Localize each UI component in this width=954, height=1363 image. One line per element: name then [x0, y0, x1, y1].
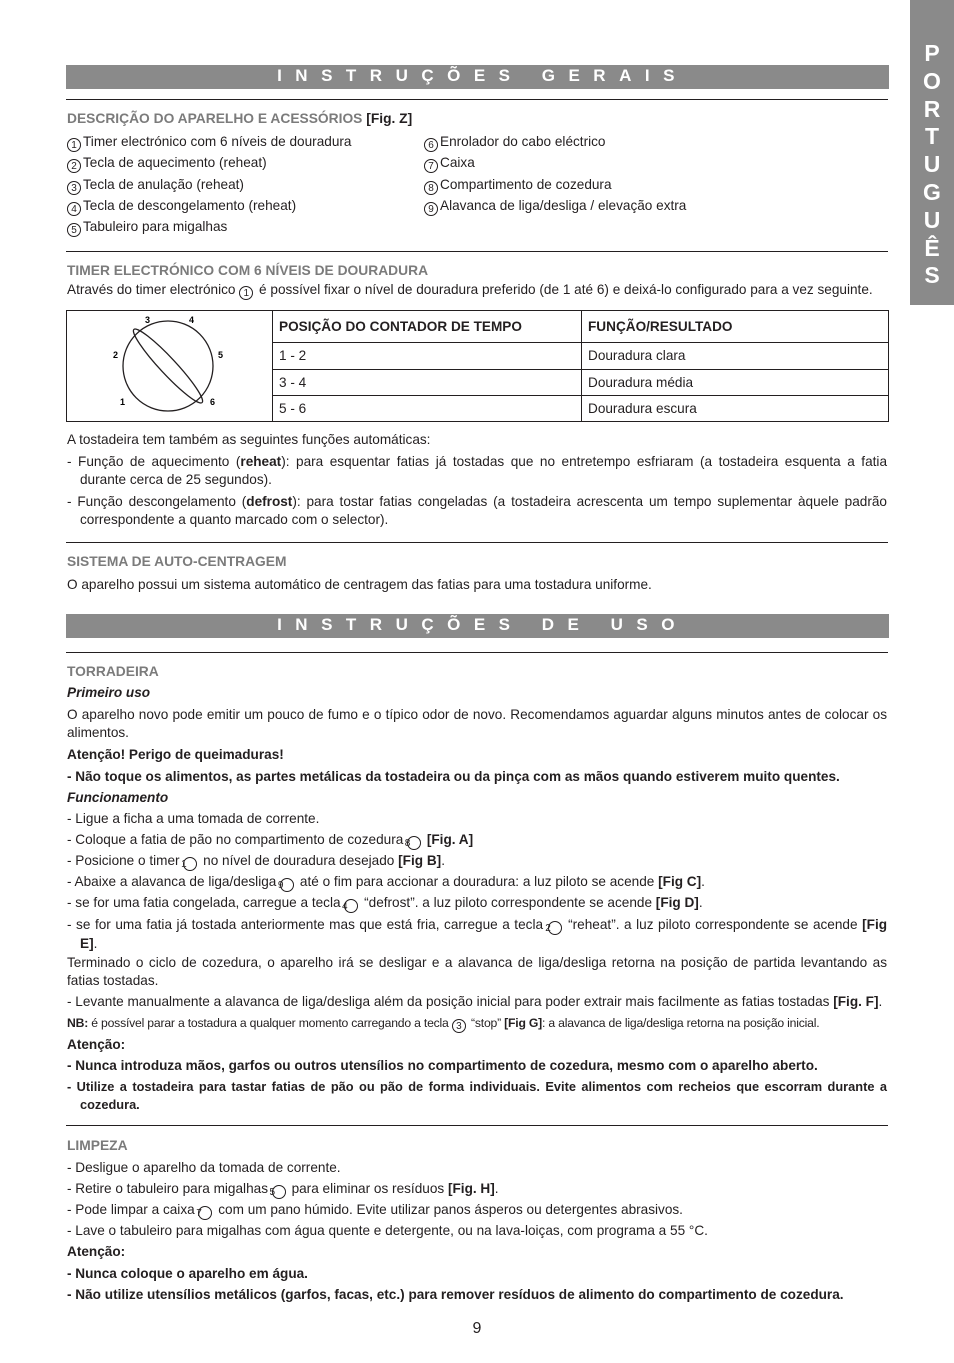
attention-item-1: - Nunca introduza mãos, garfos ou outros utensílios no compartimento de cozedura, mesmo com o aparelho aberto. [67, 1058, 818, 1073]
table-row: 1 - 2 Douradura clara [67, 343, 889, 369]
end-cycle-text: Terminado o ciclo de cozedura, o aparelho irá se desligar e a alavanca de liga/desliga retorna na posição de partida levantando as fatias tostadas. [67, 955, 887, 988]
desc-item [67, 197, 296, 216]
step-1: - Ligue a ficha a uma tomada de corrente. [67, 811, 320, 826]
language-tab-letter: R [923, 95, 941, 122]
ref-circle: 1 [183, 857, 197, 871]
table-row: 5 - 6 Douradura escura [67, 395, 889, 421]
language-tab-letter: T [924, 123, 940, 150]
ref-circle: 2 [548, 921, 562, 935]
ref-circle: 1 [239, 286, 253, 300]
defrost-item: - Função descongelamento (defrost): para tostar fatias congeladas (a tostadeira acrescenta um tempo suplementar àquele padrão correspondente a quanto marcado com o selector). [67, 494, 887, 527]
desc-item-label: Tecla de anulação (reheat) [83, 176, 244, 192]
ref-circle: 5 [67, 223, 81, 237]
timer-text: Através do timer electrónico 1 é possível fixar o nível de douradura preferido (de 1 até 6) e deixá-lo configurado para a vez seguinte. [67, 282, 873, 299]
language-tab-letter: U [923, 206, 941, 233]
attention-item-2: - Utilize a tostadeira para tastar fatias de pão ou pão de forma individuais. Evite alimentos com recheios que escorram durante a cozedura. [67, 1079, 887, 1112]
divider [66, 542, 888, 543]
nb-note: NB: é possível parar a tostadura a qualquer momento carregando a tecla 3 “stop” [Fig G]: a alavanca de liga/desliga retorna na posição inicial. [67, 1016, 820, 1032]
desc-item-label: Enrolador do cabo eléctrico [440, 134, 606, 149]
cleaning-heading: LIMPEZA [67, 1138, 128, 1153]
desc-item-label: Tecla de aquecimento (reheat) [83, 155, 267, 171]
desc-item-label: Caixa [440, 155, 475, 171]
svg-text:4: 4 [189, 315, 195, 325]
clean-3: - Pode limpar a caixa 7 com um pano húmido. Evite utilizar panos ásperos ou detergentes abrasivos. [67, 1202, 683, 1219]
language-tab-letter: S [924, 262, 940, 289]
desc-item-label: Tecla de descongelamento (reheat) [83, 197, 297, 213]
clean-2: - Retire o tabuleiro para migalhas 5 para eliminar os resíduos [Fig. H]. [67, 1181, 499, 1198]
operation-heading: Funcionamento [67, 790, 169, 805]
section-banner-usage: INSTRUÇÕES DE USO [66, 614, 889, 638]
cleaning-warn-2: - Não utilize utensílios metálicos (garfos, facas, etc.) para remover resíduos de alimento do compartimento de cozedura. [67, 1287, 844, 1302]
centering-text: O aparelho possui um sistema automático de centragem das fatias para uma tostadura uniforme. [67, 577, 652, 592]
svg-text:3: 3 [145, 315, 151, 325]
desc-item [424, 133, 606, 152]
divider [66, 251, 888, 252]
desc-heading: DESCRIÇÃO DO APARELHO E ACESSÓRIOS [Fig. Z] [67, 111, 413, 126]
first-use-heading: Primeiro uso [67, 685, 151, 700]
language-tab-letter: U [923, 151, 941, 178]
clean-1: - Desligue o aparelho da tomada de corrente. [67, 1160, 341, 1175]
divider [66, 99, 888, 100]
lift-item: - Levante manualmente a alavanca de liga/desliga além da posição inicial para poder extrair mais facilmente as fatias tostadas [Fig. F]. [67, 994, 883, 1009]
desc-item-label: Tabuleiro para migalhas [83, 219, 228, 235]
timer-table [66, 310, 889, 422]
language-tab-letters [910, 0, 954, 290]
language-tab-letter: G [923, 178, 941, 205]
ref-circle: 4 [344, 899, 358, 913]
desc-item [67, 176, 244, 195]
dial-cell [67, 311, 273, 422]
svg-text:2: 2 [113, 350, 119, 360]
first-use-text: O aparelho novo pode emitir um pouco de fumo e o típico odor de novo. Recomendamos aguardar alguns minutos antes de colocar os alimentos. [67, 707, 887, 740]
ref-circle: 3 [452, 1019, 466, 1033]
timer-dial-illustration [67, 311, 272, 421]
desc-item [424, 197, 686, 216]
ref-circle: 6 [424, 138, 438, 152]
desc-item-label: Alavanca de liga/desliga / elevação extra [440, 197, 687, 213]
desc-item [67, 218, 227, 237]
step-6: - se for uma fatia já tostada anteriormente mas que está fria, carregue a tecla 2 “reheat”. a luz piloto correspondente se acende [Fig E]. [67, 917, 888, 951]
clean-4: - Lave o tabuleiro para migalhas com água quente e detergente, ou na lava-loiças, com programa a 55 °C. [67, 1223, 708, 1238]
desc-item-label: Compartimento de cozedura [440, 176, 612, 192]
table-row: 3 - 4 Douradura média [67, 369, 889, 395]
step-2: - Coloque a fatia de pão no compartimento de cozedura 8 [Fig. A] [67, 832, 474, 849]
desc-item [67, 133, 351, 152]
step-4: - Abaixe a alavanca de liga/desliga 9 até o fim para accionar a douradura: a luz piloto se acende [Fig C]. [67, 874, 705, 891]
step-5: - se for uma fatia congelada, carregue a tecla 4 “defrost”. a luz piloto correspondente se acende [Fig D]. [67, 895, 703, 912]
divider [66, 652, 888, 653]
language-tab-letter: O [923, 67, 941, 94]
svg-text:5: 5 [218, 350, 224, 360]
ref-circle: 2 [67, 159, 81, 173]
toaster-heading: TORRADEIRA [67, 664, 159, 679]
ref-circle: 9 [280, 878, 294, 892]
desc-item [67, 154, 267, 173]
divider [66, 1125, 888, 1126]
ref-circle: 5 [272, 1185, 286, 1199]
cleaning-warn-1: - Nunca coloque o aparelho em água. [67, 1266, 308, 1281]
timer-heading: TIMER ELECTRÓNICO COM 6 NÍVEIS DE DOURADURA [67, 263, 429, 278]
ref-circle: 8 [407, 836, 421, 850]
language-tab [910, 0, 954, 305]
ref-circle: 9 [424, 202, 438, 216]
cleaning-attention: Atenção: [67, 1244, 126, 1259]
centering-heading: SISTEMA DE AUTO-CENTRAGEM [67, 554, 287, 569]
svg-text:6: 6 [210, 397, 216, 407]
attention-heading: Atenção: [67, 1037, 126, 1052]
burn-warning-item: - Não toque os alimentos, as partes metálicas da tostadeira ou da pinça com as mãos quando estiverem muito quentes. [67, 769, 840, 784]
ref-circle: 7 [198, 1206, 212, 1220]
language-tab-letter: Ê [924, 234, 940, 261]
ref-circle: 7 [424, 159, 438, 173]
burn-warning: Atenção! Perigo de queimaduras! [67, 747, 284, 762]
auto-intro: A tostadeira tem também as seguintes funções automáticas: [67, 432, 431, 447]
ref-circle: 4 [67, 202, 81, 216]
ref-circle: 3 [67, 181, 81, 195]
desc-item-label: Timer electrónico com 6 níveis de douradura [83, 134, 352, 149]
col-header-position: POSIÇÃO DO CONTADOR DE TEMPO [273, 311, 582, 343]
page-number: 9 [472, 1320, 482, 1337]
desc-item [424, 176, 612, 195]
step-3: - Posicione o timer 1 no nível de douradura desejado [Fig B]. [67, 853, 445, 870]
reheat-item: - Função de aquecimento (reheat): para esquentar fatias já tostadas que no entretempo esfriaram (a tostadeira esquenta a fatia durante cerca de 25 segundos). [67, 454, 887, 487]
section-banner-general: INSTRUÇÕES GERAIS [66, 65, 889, 89]
svg-text:1: 1 [120, 397, 126, 407]
desc-item [424, 154, 475, 173]
col-header-result: FUNÇÃO/RESULTADO [582, 311, 889, 343]
ref-circle: 1 [67, 138, 81, 152]
language-tab-letter: P [924, 40, 940, 66]
ref-circle: 8 [424, 181, 438, 195]
